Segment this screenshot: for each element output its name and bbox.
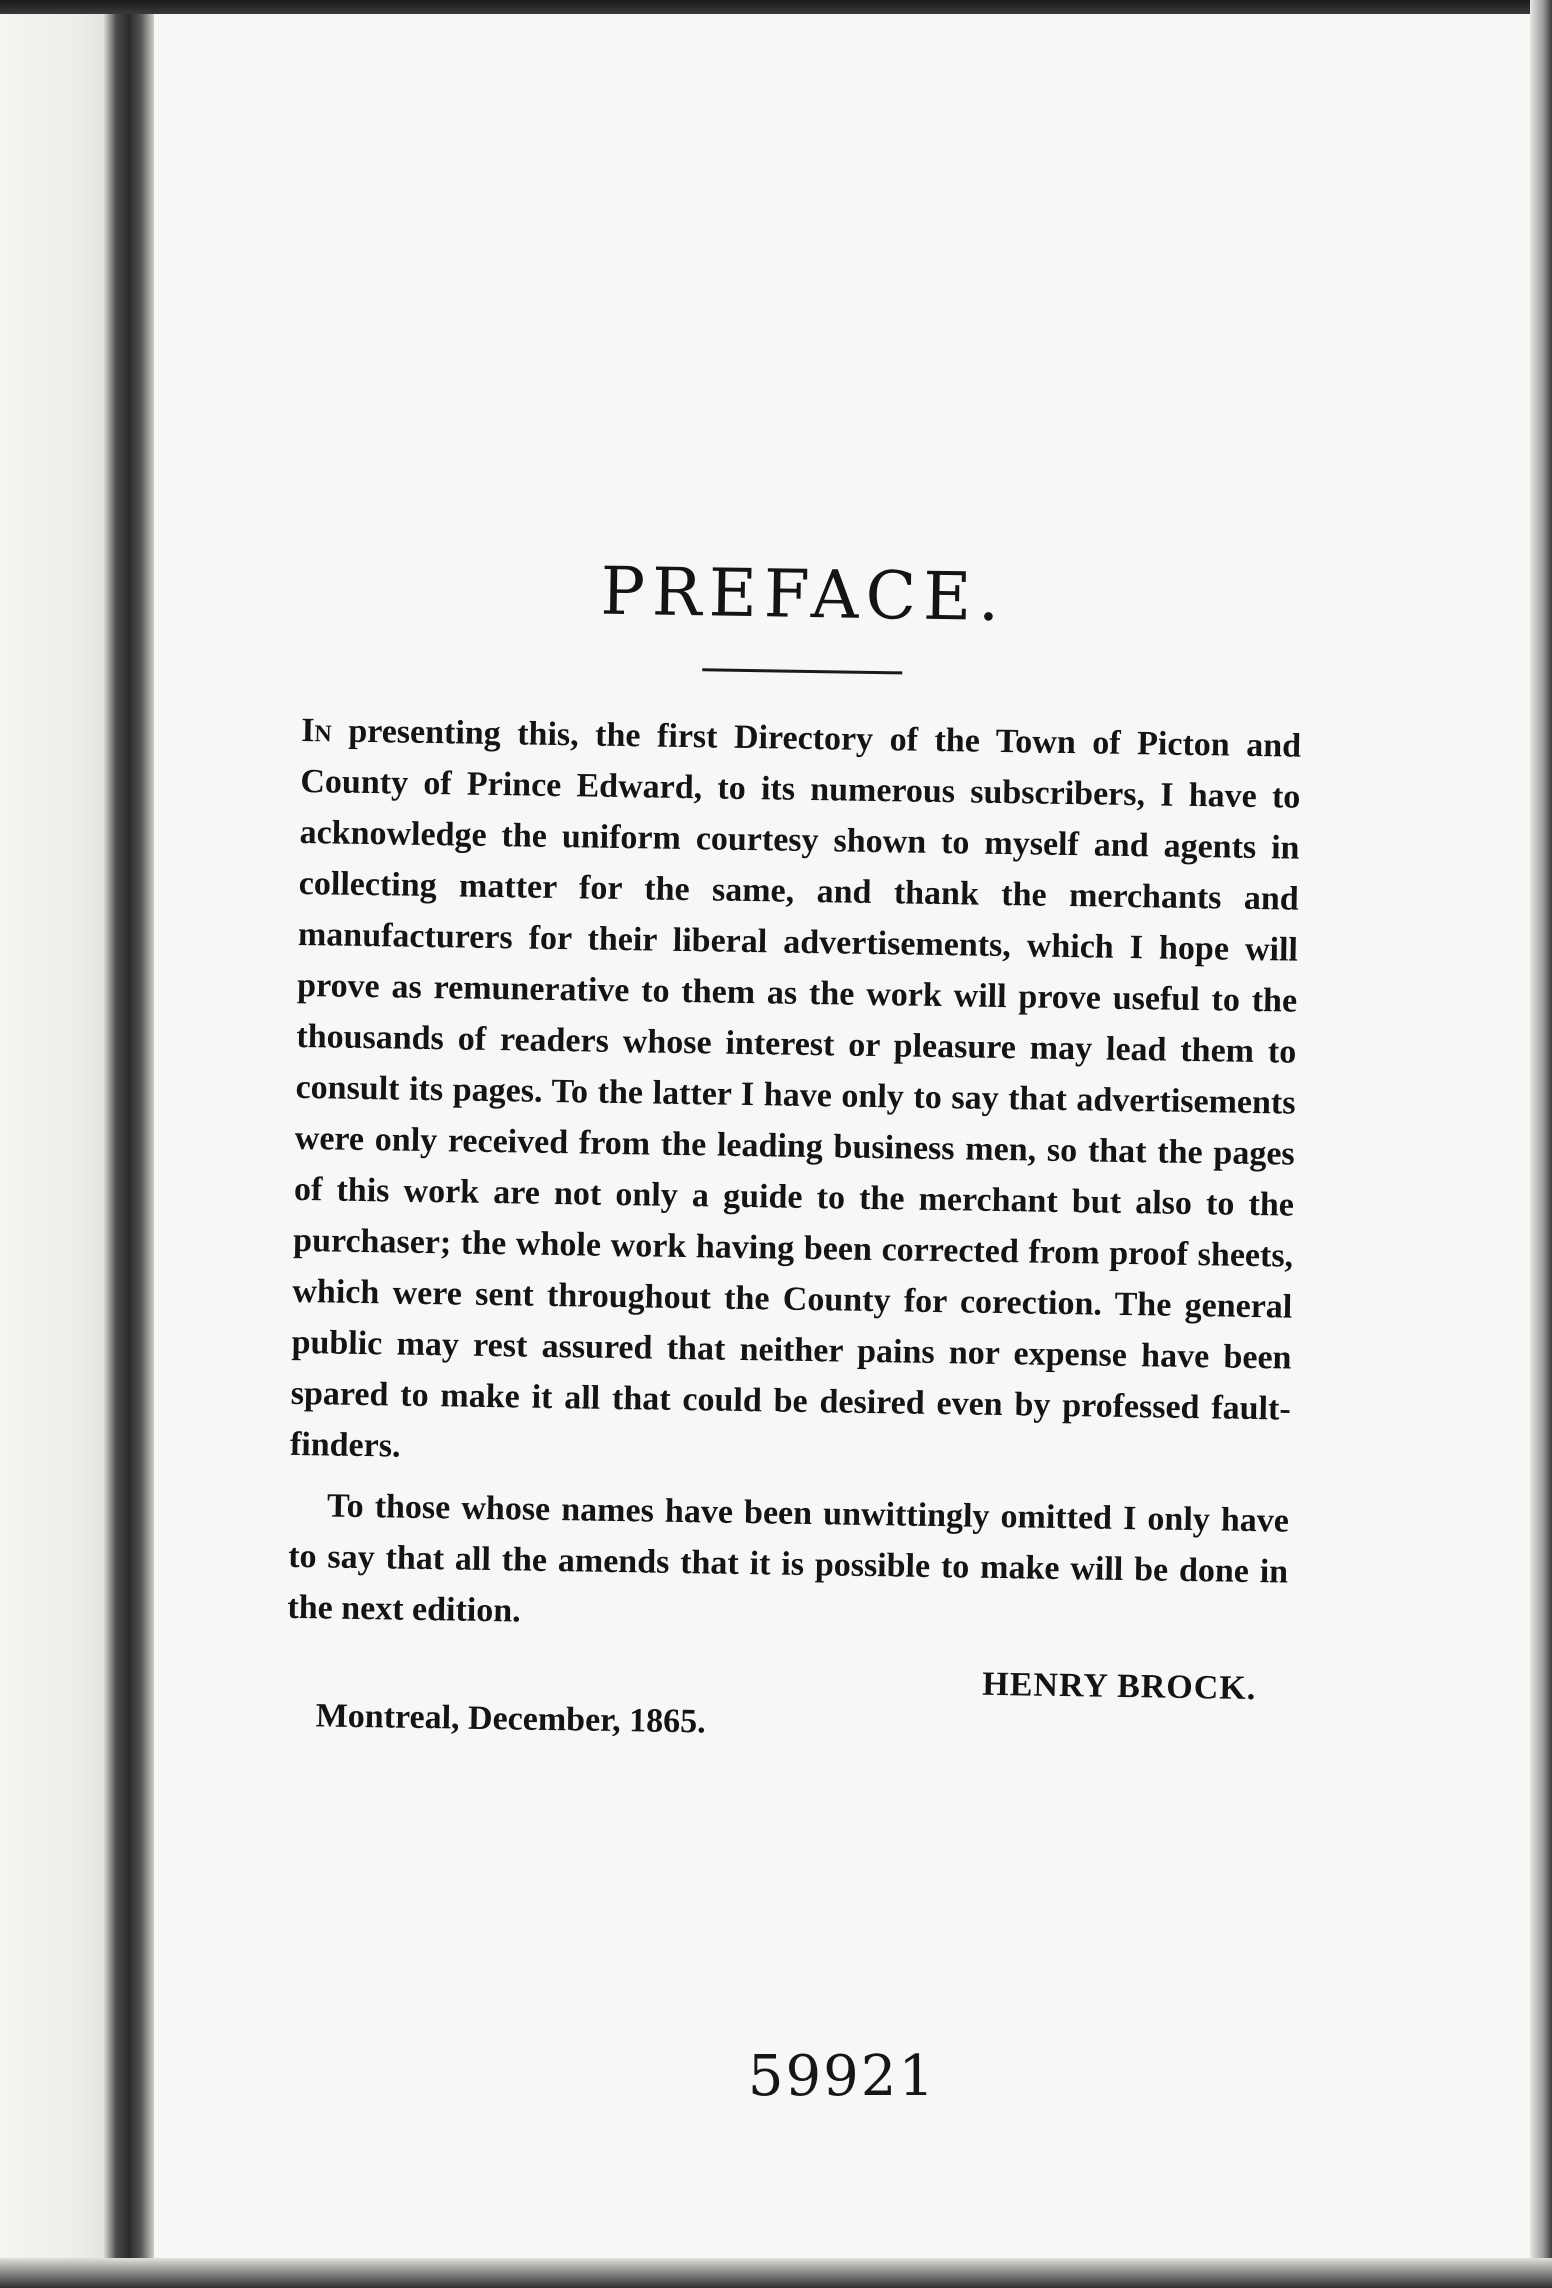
page-title: PREFACE.: [600, 552, 1007, 637]
scan-top-border: [0, 0, 1552, 14]
book-gutter-shadow: [104, 0, 154, 2288]
scan-right-border: [1530, 0, 1552, 2288]
preface-body: [287, 705, 1301, 1649]
scan-bottom-border: [0, 2258, 1552, 2288]
author-signature: HENRY BROCK.: [982, 1665, 1257, 1708]
preface-page: [154, 14, 1530, 2258]
title-underline-rule: [702, 668, 902, 674]
preface-paragraph-2: To those whose names have been unwittingly omitted I only have to say that all the amends that it is possible to make will be done in the next edition.: [287, 1487, 1290, 1630]
place-and-date: Montreal, December, 1865.: [315, 1697, 706, 1741]
catalog-number: 59921: [747, 2044, 937, 2109]
paragraph-1-text: presenting this, the first Directory of the Town of Picton and County of Prince Edward, to its numerous subscribers, I have to acknowledge the uniform courtesy shown to myself and agents in collecting matter for the same, and thank the merchants and manufacturers for their liberal advertisements, which I hope will prove as remunerative to them as the work will prove useful to the thousands of readers whose interest or pleasure may lead them to consult its pages. To the latter I have only to say that advertisements were only received from the leading business men, so that the pages of this work are not only a guide to the merchant but also to the purchaser; the whole work having been corrected from proof sheets, which were sent throughout the County for corection. The general public may rest assured that neither pains nor expense have been spared to make it all that could be desired even by professed fault-finders.: [289, 712, 1302, 1465]
preface-content: [285, 554, 1303, 1751]
lead-word: In: [300, 711, 333, 750]
facing-page-edge: [0, 0, 118, 2288]
preface-paragraph-1: [290, 705, 1302, 1486]
